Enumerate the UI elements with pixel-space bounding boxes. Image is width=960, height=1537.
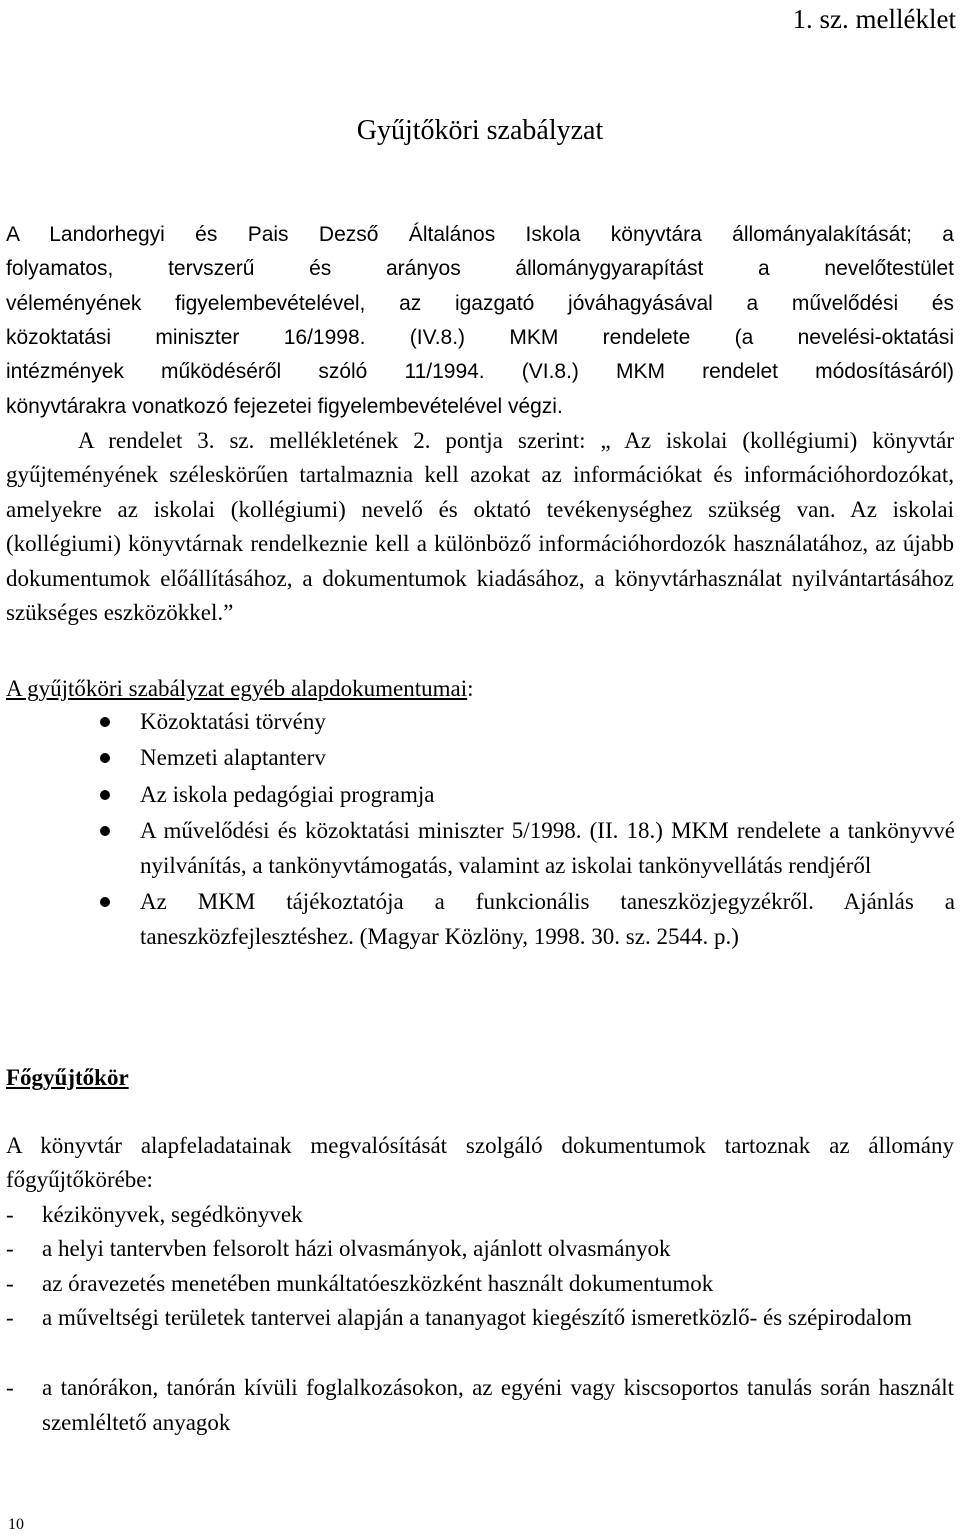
intro-line-6: könyvtárakra vonatkozó fejezetei figyelembevételével végzi. [6, 395, 563, 418]
dash-marker: - [6, 1236, 14, 1261]
dash-marker: - [6, 1305, 14, 1330]
bullet-icon [100, 826, 110, 836]
list-item: Az iskola pedagógiai programja [100, 778, 955, 813]
dash-marker: - [6, 1202, 14, 1227]
bullet-icon [100, 753, 110, 763]
list-item: - az óravezetés menetében munkáltatóeszközként használt dokumentumok [6, 1267, 954, 1302]
basic-docs-heading-text: A gyűjtőköri szabályzat egyéb alapdokumentumai [6, 676, 468, 701]
page-number: 10 [8, 1516, 24, 1533]
basic-docs-list [100, 705, 955, 956]
intro-line-4: közoktatási miniszter 16/1998. (IV.8.) MKM rendelete (a nevelési-oktatási [6, 326, 954, 349]
intro-line-3: véleményének figyelembevételével, az igazgató jóváhagyásával a művelődési és [6, 292, 954, 315]
main-collection-heading: Főgyűjtőkör [6, 1065, 129, 1090]
main-collection-intro: A könyvtár alapfeladatainak megvalósítását szolgáló dokumentumok tartoznak az állomány főgyűjtőkörébe: [6, 1133, 954, 1193]
bullet-icon [100, 790, 110, 800]
list-item: - kézikönyvek, segédkönyvek [6, 1198, 954, 1233]
bullet-icon [100, 897, 110, 907]
list-item: - a helyi tantervben felsorolt házi olvasmányok, ajánlott olvasmányok [6, 1232, 954, 1267]
annex-label: 1. sz. melléklet [792, 4, 956, 34]
dash-marker: - [6, 1271, 14, 1296]
intro-line-2: folyamatos, tervszerű és arányos állománygyarapítást a nevelőtestület [6, 257, 954, 280]
bullet-icon [100, 717, 110, 727]
list-item: Közoktatási törvény [100, 705, 955, 740]
intro-line-5: intézmények működéséről szóló 11/1994. (VI.8.) MKM rendelet módosításáról) [6, 360, 954, 383]
list-item: - a műveltségi területek tantervei alapján a tananyagot kiegészítő ismeretközlő- és szépirodalom [6, 1301, 954, 1336]
list-item: A művelődési és közoktatási miniszter 5/1998. (II. 18.) MKM rendelete a tankönyvvé nyilvánítás, a tankönyvtámogatás, valamint az iskolai tankönyvellátás rendjéről [100, 814, 955, 884]
basic-docs-heading [6, 672, 954, 706]
list-item: - a tanórákon, tanórán kívüli foglalkozásokon, az egyéni vagy kiscsoportos tanulás során használt szemléltető anyagok [6, 1371, 954, 1440]
basic-docs-heading-colon: : [467, 676, 474, 701]
list-item: Az MKM tájékoztatója a funkcionális taneszközjegyzékről. Ajánlás a taneszközfejlesztéshez. (Magyar Közlöny, 1998. 30. sz. 2544. p.) [100, 885, 955, 955]
intro-line-1: A Landorhegyi és Pais Dezső Általános Iskola könyvtára állományalakítását; a [6, 223, 954, 246]
list-item: Nemzeti alaptanterv [100, 741, 955, 776]
regulation-quote: A rendelet 3. sz. mellékletének 2. pontja szerint: „ Az iskolai (kollégiumi) könyvtár gyűjteményének széleskörűen tartalmaznia kell azokat az információkat és információhordozókat, amelyekre az iskolai (kollégiumi) nevelő és oktató tevékenységhez szükség van. Az iskolai (kollégiumi) könyvtárnak rendelkeznie kell a különböző információhordozók használatához, az újabb dokumentumok előállításához, a dokumentumok kiadásához, a könyvtárhasználat nyilvántartásához szükséges eszközökkel.” [6, 428, 954, 626]
dash-marker: - [6, 1375, 14, 1400]
page-title: Gyűjtőköri szabályzat [356, 115, 604, 146]
